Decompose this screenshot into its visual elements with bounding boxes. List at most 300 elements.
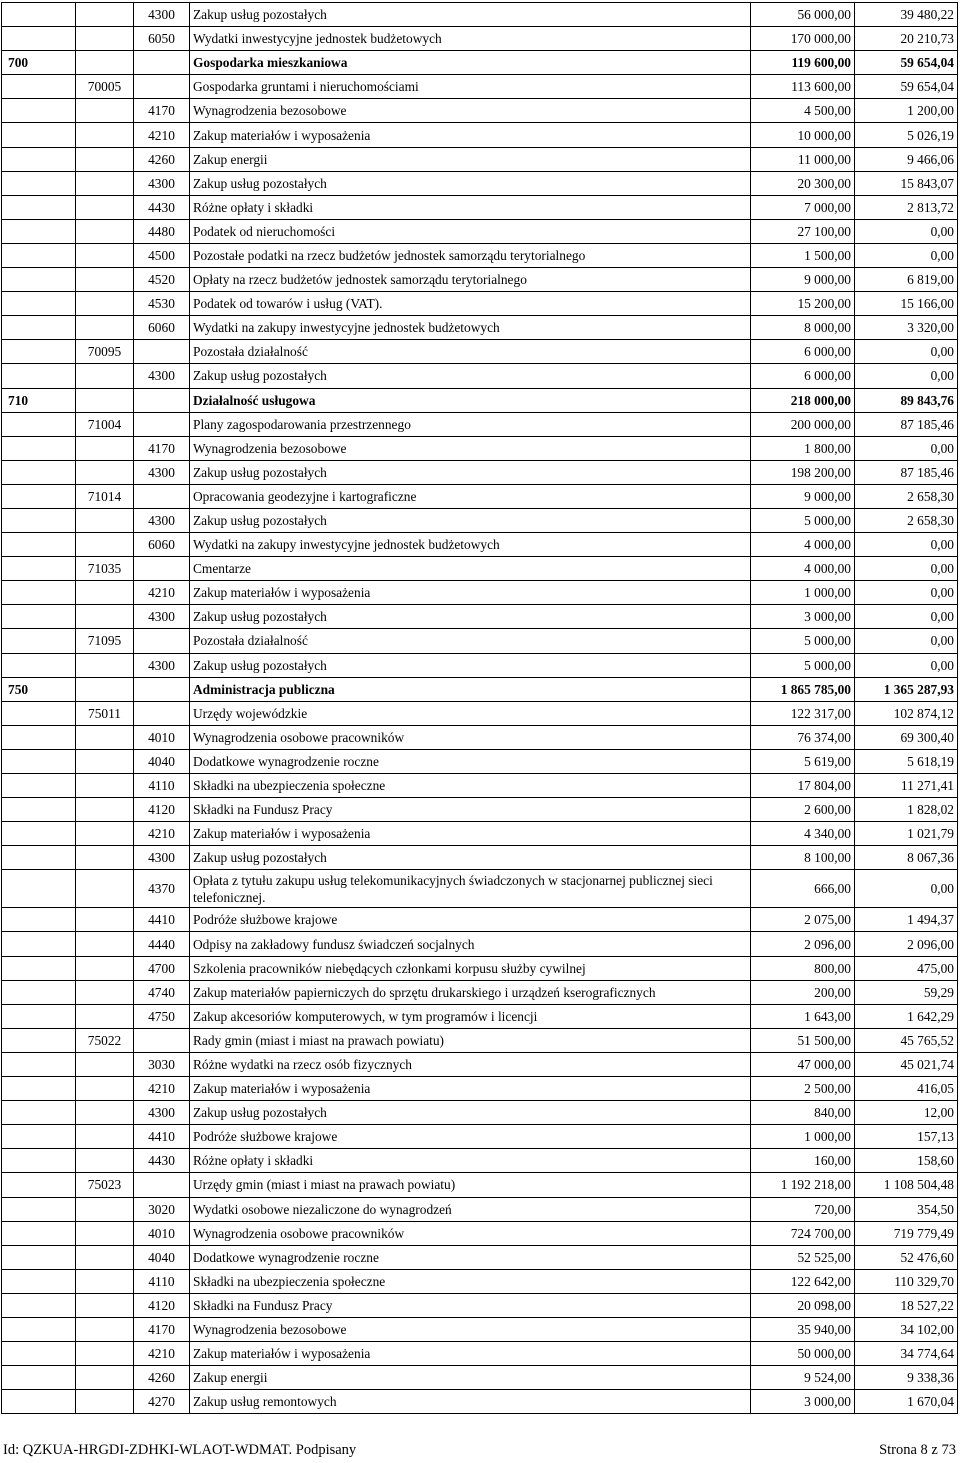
plan-cell: 122 642,00 (751, 1269, 855, 1293)
table-row (2, 1028, 958, 1052)
plan-cell: 5 000,00 (751, 508, 855, 532)
dzial-cell (2, 292, 76, 316)
rozdzial-cell (76, 268, 134, 292)
plan-cell: 113 600,00 (751, 75, 855, 99)
name-cell: Zakup energii (190, 147, 751, 171)
wykonanie-cell: 0,00 (855, 340, 958, 364)
dzial-cell (2, 1125, 76, 1149)
name-cell: Plany zagospodarowania przestrzennego (190, 412, 751, 436)
table-row (2, 171, 958, 195)
dzial-cell (2, 508, 76, 532)
rozdzial-cell (76, 822, 134, 846)
wykonanie-cell: 0,00 (855, 436, 958, 460)
wykonanie-cell: 719 779,49 (855, 1221, 958, 1245)
plan-cell: 5 000,00 (751, 629, 855, 653)
rozdzial-cell (76, 1269, 134, 1293)
dzial-cell (2, 1004, 76, 1028)
dzial-cell (2, 870, 76, 908)
wykonanie-cell: 69 300,40 (855, 725, 958, 749)
rozdzial-cell (76, 147, 134, 171)
table-row (2, 1221, 958, 1245)
rozdzial-cell (76, 725, 134, 749)
dzial-cell: 750 (2, 677, 76, 701)
wykonanie-cell: 45 021,74 (855, 1052, 958, 1076)
name-cell: Urzędy gmin (miast i miast na prawach powiatu) (190, 1173, 751, 1197)
page-footer (0, 1442, 960, 1462)
plan-cell: 200,00 (751, 980, 855, 1004)
dzial-cell (2, 340, 76, 364)
table-row (2, 870, 958, 908)
dzial-cell (2, 147, 76, 171)
paragraf-cell: 4120 (134, 1293, 190, 1317)
name-cell: Wynagrodzenia osobowe pracowników (190, 1221, 751, 1245)
dzial-cell (2, 75, 76, 99)
wykonanie-cell: 3 320,00 (855, 316, 958, 340)
paragraf-cell (134, 51, 190, 75)
dzial-cell (2, 1052, 76, 1076)
plan-cell: 1 192 218,00 (751, 1173, 855, 1197)
rozdzial-cell (76, 508, 134, 532)
name-cell: Wynagrodzenia bezosobowe (190, 99, 751, 123)
dzial-cell (2, 822, 76, 846)
rozdzial-cell (76, 677, 134, 701)
name-cell: Zakup akcesoriów komputerowych, w tym programów i licencji (190, 1004, 751, 1028)
wykonanie-cell: 2 658,30 (855, 508, 958, 532)
name-cell: Składki na ubezpieczenia społeczne (190, 1269, 751, 1293)
wykonanie-cell: 0,00 (855, 243, 958, 267)
dzial-cell (2, 1342, 76, 1366)
table-row (2, 932, 958, 956)
wykonanie-cell: 1 108 504,48 (855, 1173, 958, 1197)
wykonanie-cell: 1 365 287,93 (855, 677, 958, 701)
table-row (2, 316, 958, 340)
table-row (2, 1101, 958, 1125)
table-row (2, 1342, 958, 1366)
dzial-cell (2, 846, 76, 870)
wykonanie-cell: 354,50 (855, 1197, 958, 1221)
paragraf-cell: 4170 (134, 99, 190, 123)
plan-cell: 6 000,00 (751, 364, 855, 388)
paragraf-cell: 4110 (134, 774, 190, 798)
name-cell: Działalność usługowa (190, 388, 751, 412)
name-cell: Zakup materiałów i wyposażenia (190, 1342, 751, 1366)
rozdzial-cell (76, 292, 134, 316)
paragraf-cell: 4210 (134, 123, 190, 147)
paragraf-cell (134, 701, 190, 725)
rozdzial-cell (76, 1197, 134, 1221)
wykonanie-cell: 5 618,19 (855, 749, 958, 773)
plan-cell: 1 500,00 (751, 243, 855, 267)
paragraf-cell: 4410 (134, 908, 190, 932)
rozdzial-cell (76, 436, 134, 460)
name-cell: Pozostałe podatki na rzecz budżetów jednostek samorządu terytorialnego (190, 243, 751, 267)
rozdzial-cell (76, 1077, 134, 1101)
paragraf-cell: 3030 (134, 1052, 190, 1076)
plan-cell: 76 374,00 (751, 725, 855, 749)
name-cell: Różne wydatki na rzecz osób fizycznych (190, 1052, 751, 1076)
table-row (2, 798, 958, 822)
rozdzial-cell (76, 123, 134, 147)
dzial-cell (2, 533, 76, 557)
rozdzial-cell: 75023 (76, 1173, 134, 1197)
wykonanie-cell: 12,00 (855, 1101, 958, 1125)
plan-cell: 2 096,00 (751, 932, 855, 956)
wykonanie-cell: 87 185,46 (855, 460, 958, 484)
name-cell: Zakup usług pozostałych (190, 171, 751, 195)
rozdzial-cell: 71035 (76, 557, 134, 581)
table-row (2, 51, 958, 75)
plan-cell: 8 000,00 (751, 316, 855, 340)
table-row (2, 774, 958, 798)
name-cell: Podatek od nieruchomości (190, 219, 751, 243)
dzial-cell (2, 412, 76, 436)
name-cell: Rady gmin (miast i miast na prawach powiatu) (190, 1028, 751, 1052)
name-cell: Pozostała działalność (190, 629, 751, 653)
table-row (2, 980, 958, 1004)
plan-cell: 9 000,00 (751, 484, 855, 508)
paragraf-cell: 4210 (134, 1077, 190, 1101)
plan-cell: 3 000,00 (751, 605, 855, 629)
table-row (2, 1052, 958, 1076)
table-row (2, 27, 958, 51)
dzial-cell: 700 (2, 51, 76, 75)
plan-cell: 11 000,00 (751, 147, 855, 171)
plan-cell: 1 800,00 (751, 436, 855, 460)
wykonanie-cell: 2 813,72 (855, 195, 958, 219)
name-cell: Różne opłaty i składki (190, 1149, 751, 1173)
rozdzial-cell (76, 51, 134, 75)
rozdzial-cell (76, 1342, 134, 1366)
rozdzial-cell (76, 171, 134, 195)
paragraf-cell: 4210 (134, 1342, 190, 1366)
plan-cell: 17 804,00 (751, 774, 855, 798)
dzial-cell (2, 364, 76, 388)
table-row (2, 1269, 958, 1293)
table-row (2, 412, 958, 436)
wykonanie-cell: 11 271,41 (855, 774, 958, 798)
dzial-cell (2, 171, 76, 195)
paragraf-cell: 4370 (134, 870, 190, 908)
wykonanie-cell: 2 658,30 (855, 484, 958, 508)
dzial-cell (2, 1293, 76, 1317)
plan-cell: 1 000,00 (751, 1125, 855, 1149)
dzial-cell (2, 1028, 76, 1052)
dzial-cell (2, 1173, 76, 1197)
name-cell: Zakup usług pozostałych (190, 1101, 751, 1125)
rozdzial-cell: 70095 (76, 340, 134, 364)
dzial-cell (2, 123, 76, 147)
name-cell: Różne opłaty i składki (190, 195, 751, 219)
table-row (2, 1125, 958, 1149)
table-row (2, 1149, 958, 1173)
rozdzial-cell (76, 653, 134, 677)
document-id: Id: QZKUA-HRGDI-ZDHKI-WLAOT-WDMAT. Podpisany (3, 1442, 357, 1458)
plan-cell: 198 200,00 (751, 460, 855, 484)
table-row (2, 243, 958, 267)
paragraf-cell: 4700 (134, 956, 190, 980)
plan-cell: 5 619,00 (751, 749, 855, 773)
table-row (2, 605, 958, 629)
plan-cell: 122 317,00 (751, 701, 855, 725)
plan-cell: 4 340,00 (751, 822, 855, 846)
paragraf-cell: 4010 (134, 1221, 190, 1245)
name-cell: Dodatkowe wynagrodzenie roczne (190, 749, 751, 773)
wykonanie-cell: 9 338,36 (855, 1366, 958, 1390)
table-row (2, 1197, 958, 1221)
name-cell: Gospodarka mieszkaniowa (190, 51, 751, 75)
paragraf-cell: 4300 (134, 653, 190, 677)
paragraf-cell (134, 412, 190, 436)
plan-cell: 56 000,00 (751, 3, 855, 27)
paragraf-cell: 4750 (134, 1004, 190, 1028)
rozdzial-cell: 75022 (76, 1028, 134, 1052)
table-row (2, 629, 958, 653)
rozdzial-cell (76, 870, 134, 908)
paragraf-cell: 4260 (134, 147, 190, 171)
rozdzial-cell (76, 1245, 134, 1269)
rozdzial-cell: 71095 (76, 629, 134, 653)
wykonanie-cell: 0,00 (855, 219, 958, 243)
paragraf-cell: 4300 (134, 171, 190, 195)
rozdzial-cell (76, 749, 134, 773)
plan-cell: 35 940,00 (751, 1317, 855, 1341)
wykonanie-cell: 0,00 (855, 533, 958, 557)
wykonanie-cell: 20 210,73 (855, 27, 958, 51)
paragraf-cell: 4530 (134, 292, 190, 316)
table-row (2, 846, 958, 870)
paragraf-cell: 4300 (134, 3, 190, 27)
wykonanie-cell: 0,00 (855, 653, 958, 677)
wykonanie-cell: 87 185,46 (855, 412, 958, 436)
table-row (2, 749, 958, 773)
plan-cell: 6 000,00 (751, 340, 855, 364)
rozdzial-cell (76, 581, 134, 605)
plan-cell: 840,00 (751, 1101, 855, 1125)
rozdzial-cell (76, 1317, 134, 1341)
wykonanie-cell: 0,00 (855, 364, 958, 388)
dzial-cell (2, 1245, 76, 1269)
dzial-cell (2, 1101, 76, 1125)
name-cell: Zakup energii (190, 1366, 751, 1390)
rozdzial-cell (76, 605, 134, 629)
name-cell: Urzędy wojewódzkie (190, 701, 751, 725)
plan-cell: 7 000,00 (751, 195, 855, 219)
table-row (2, 677, 958, 701)
wykonanie-cell: 0,00 (855, 629, 958, 653)
table-row (2, 1390, 958, 1414)
name-cell: Opracowania geodezyjne i kartograficzne (190, 484, 751, 508)
wykonanie-cell: 1 021,79 (855, 822, 958, 846)
paragraf-cell (134, 629, 190, 653)
wykonanie-cell: 34 102,00 (855, 1317, 958, 1341)
plan-cell: 119 600,00 (751, 51, 855, 75)
plan-cell: 15 200,00 (751, 292, 855, 316)
paragraf-cell (134, 388, 190, 412)
plan-cell: 50 000,00 (751, 1342, 855, 1366)
table-row (2, 1293, 958, 1317)
table-row (2, 956, 958, 980)
table-row (2, 533, 958, 557)
plan-cell: 10 000,00 (751, 123, 855, 147)
table-row (2, 484, 958, 508)
wykonanie-cell: 2 096,00 (855, 932, 958, 956)
dzial-cell (2, 908, 76, 932)
paragraf-cell: 4270 (134, 1390, 190, 1414)
table-row (2, 1317, 958, 1341)
wykonanie-cell: 18 527,22 (855, 1293, 958, 1317)
dzial-cell (2, 774, 76, 798)
paragraf-cell: 4210 (134, 822, 190, 846)
wykonanie-cell: 157,13 (855, 1125, 958, 1149)
paragraf-cell: 4300 (134, 846, 190, 870)
table-row (2, 436, 958, 460)
table-row (2, 3, 958, 27)
rozdzial-cell (76, 3, 134, 27)
rozdzial-cell (76, 388, 134, 412)
wykonanie-cell: 0,00 (855, 870, 958, 908)
dzial-cell (2, 1077, 76, 1101)
name-cell: Zakup usług pozostałych (190, 508, 751, 532)
name-cell: Zakup materiałów i wyposażenia (190, 123, 751, 147)
dzial-cell (2, 27, 76, 51)
name-cell: Wydatki na zakupy inwestycyjne jednostek budżetowych (190, 316, 751, 340)
table-row (2, 1077, 958, 1101)
name-cell: Zakup materiałów papierniczych do sprzętu drukarskiego i urządzeń kserograficznych (190, 980, 751, 1004)
rozdzial-cell (76, 195, 134, 219)
table-row (2, 908, 958, 932)
wykonanie-cell: 475,00 (855, 956, 958, 980)
wykonanie-cell: 416,05 (855, 1077, 958, 1101)
dzial-cell (2, 219, 76, 243)
rozdzial-cell (76, 243, 134, 267)
name-cell: Zakup materiałów i wyposażenia (190, 822, 751, 846)
paragraf-cell: 4170 (134, 436, 190, 460)
rozdzial-cell: 71014 (76, 484, 134, 508)
name-cell: Wynagrodzenia bezosobowe (190, 1317, 751, 1341)
name-cell: Składki na Fundusz Pracy (190, 798, 751, 822)
wykonanie-cell: 1 828,02 (855, 798, 958, 822)
paragraf-cell: 4040 (134, 1245, 190, 1269)
table-row (2, 364, 958, 388)
plan-cell: 160,00 (751, 1149, 855, 1173)
wykonanie-cell: 8 067,36 (855, 846, 958, 870)
plan-cell: 1 643,00 (751, 1004, 855, 1028)
wykonanie-cell: 15 166,00 (855, 292, 958, 316)
table-row (2, 195, 958, 219)
name-cell: Zakup usług pozostałych (190, 460, 751, 484)
plan-cell: 8 100,00 (751, 846, 855, 870)
table-row (2, 557, 958, 581)
expenditure-table (1, 2, 958, 1414)
plan-cell: 4 000,00 (751, 533, 855, 557)
name-cell: Składki na Fundusz Pracy (190, 1293, 751, 1317)
dzial-cell (2, 316, 76, 340)
name-cell: Wynagrodzenia osobowe pracowników (190, 725, 751, 749)
name-cell: Wydatki inwestycyjne jednostek budżetowych (190, 27, 751, 51)
name-cell: Opłata z tytułu zakupu usług telekomunikacyjnych świadczonych w stacjonarnej publicznej sieci telefonicznej. (190, 870, 751, 908)
paragraf-cell: 4300 (134, 1101, 190, 1125)
wykonanie-cell: 1 642,29 (855, 1004, 958, 1028)
paragraf-cell: 6060 (134, 316, 190, 340)
plan-cell: 20 098,00 (751, 1293, 855, 1317)
wykonanie-cell: 15 843,07 (855, 171, 958, 195)
plan-cell: 3 000,00 (751, 1390, 855, 1414)
dzial-cell (2, 1366, 76, 1390)
rozdzial-cell (76, 1366, 134, 1390)
dzial-cell (2, 195, 76, 219)
dzial-cell (2, 749, 76, 773)
rozdzial-cell (76, 1293, 134, 1317)
table-row (2, 460, 958, 484)
wykonanie-cell: 1 200,00 (855, 99, 958, 123)
rozdzial-cell (76, 1149, 134, 1173)
table-row (2, 340, 958, 364)
name-cell: Wynagrodzenia bezosobowe (190, 436, 751, 460)
paragraf-cell: 6060 (134, 533, 190, 557)
wykonanie-cell: 158,60 (855, 1149, 958, 1173)
wykonanie-cell: 1 670,04 (855, 1390, 958, 1414)
paragraf-cell: 4300 (134, 508, 190, 532)
wykonanie-cell: 52 476,60 (855, 1245, 958, 1269)
wykonanie-cell: 5 026,19 (855, 123, 958, 147)
rozdzial-cell (76, 99, 134, 123)
plan-cell: 4 000,00 (751, 557, 855, 581)
plan-cell: 724 700,00 (751, 1221, 855, 1245)
rozdzial-cell (76, 932, 134, 956)
table-row (2, 388, 958, 412)
wykonanie-cell: 89 843,76 (855, 388, 958, 412)
table-row (2, 581, 958, 605)
rozdzial-cell (76, 219, 134, 243)
dzial-cell (2, 1317, 76, 1341)
name-cell: Administracja publiczna (190, 677, 751, 701)
paragraf-cell: 4300 (134, 460, 190, 484)
dzial-cell (2, 1390, 76, 1414)
dzial-cell (2, 980, 76, 1004)
name-cell: Cmentarze (190, 557, 751, 581)
rozdzial-cell (76, 27, 134, 51)
paragraf-cell: 4120 (134, 798, 190, 822)
wykonanie-cell: 34 774,64 (855, 1342, 958, 1366)
paragraf-cell: 4010 (134, 725, 190, 749)
table-row (2, 701, 958, 725)
paragraf-cell: 4110 (134, 1269, 190, 1293)
paragraf-cell (134, 1173, 190, 1197)
table-row (2, 1366, 958, 1390)
plan-cell: 5 000,00 (751, 653, 855, 677)
name-cell: Szkolenia pracowników niebędących członkami korpusu służby cywilnej (190, 956, 751, 980)
paragraf-cell (134, 75, 190, 99)
paragraf-cell: 4440 (134, 932, 190, 956)
name-cell: Opłaty na rzecz budżetów jednostek samorządu terytorialnego (190, 268, 751, 292)
table-row (2, 1173, 958, 1197)
rozdzial-cell (76, 908, 134, 932)
wykonanie-cell: 0,00 (855, 581, 958, 605)
table-row (2, 123, 958, 147)
plan-cell: 2 500,00 (751, 1077, 855, 1101)
rozdzial-cell (76, 1052, 134, 1076)
table-row (2, 653, 958, 677)
plan-cell: 1 865 785,00 (751, 677, 855, 701)
table-row (2, 822, 958, 846)
paragraf-cell (134, 484, 190, 508)
paragraf-cell: 4170 (134, 1317, 190, 1341)
plan-cell: 1 000,00 (751, 581, 855, 605)
paragraf-cell: 4480 (134, 219, 190, 243)
name-cell: Zakup usług pozostałych (190, 364, 751, 388)
dzial-cell (2, 1149, 76, 1173)
wykonanie-cell: 102 874,12 (855, 701, 958, 725)
